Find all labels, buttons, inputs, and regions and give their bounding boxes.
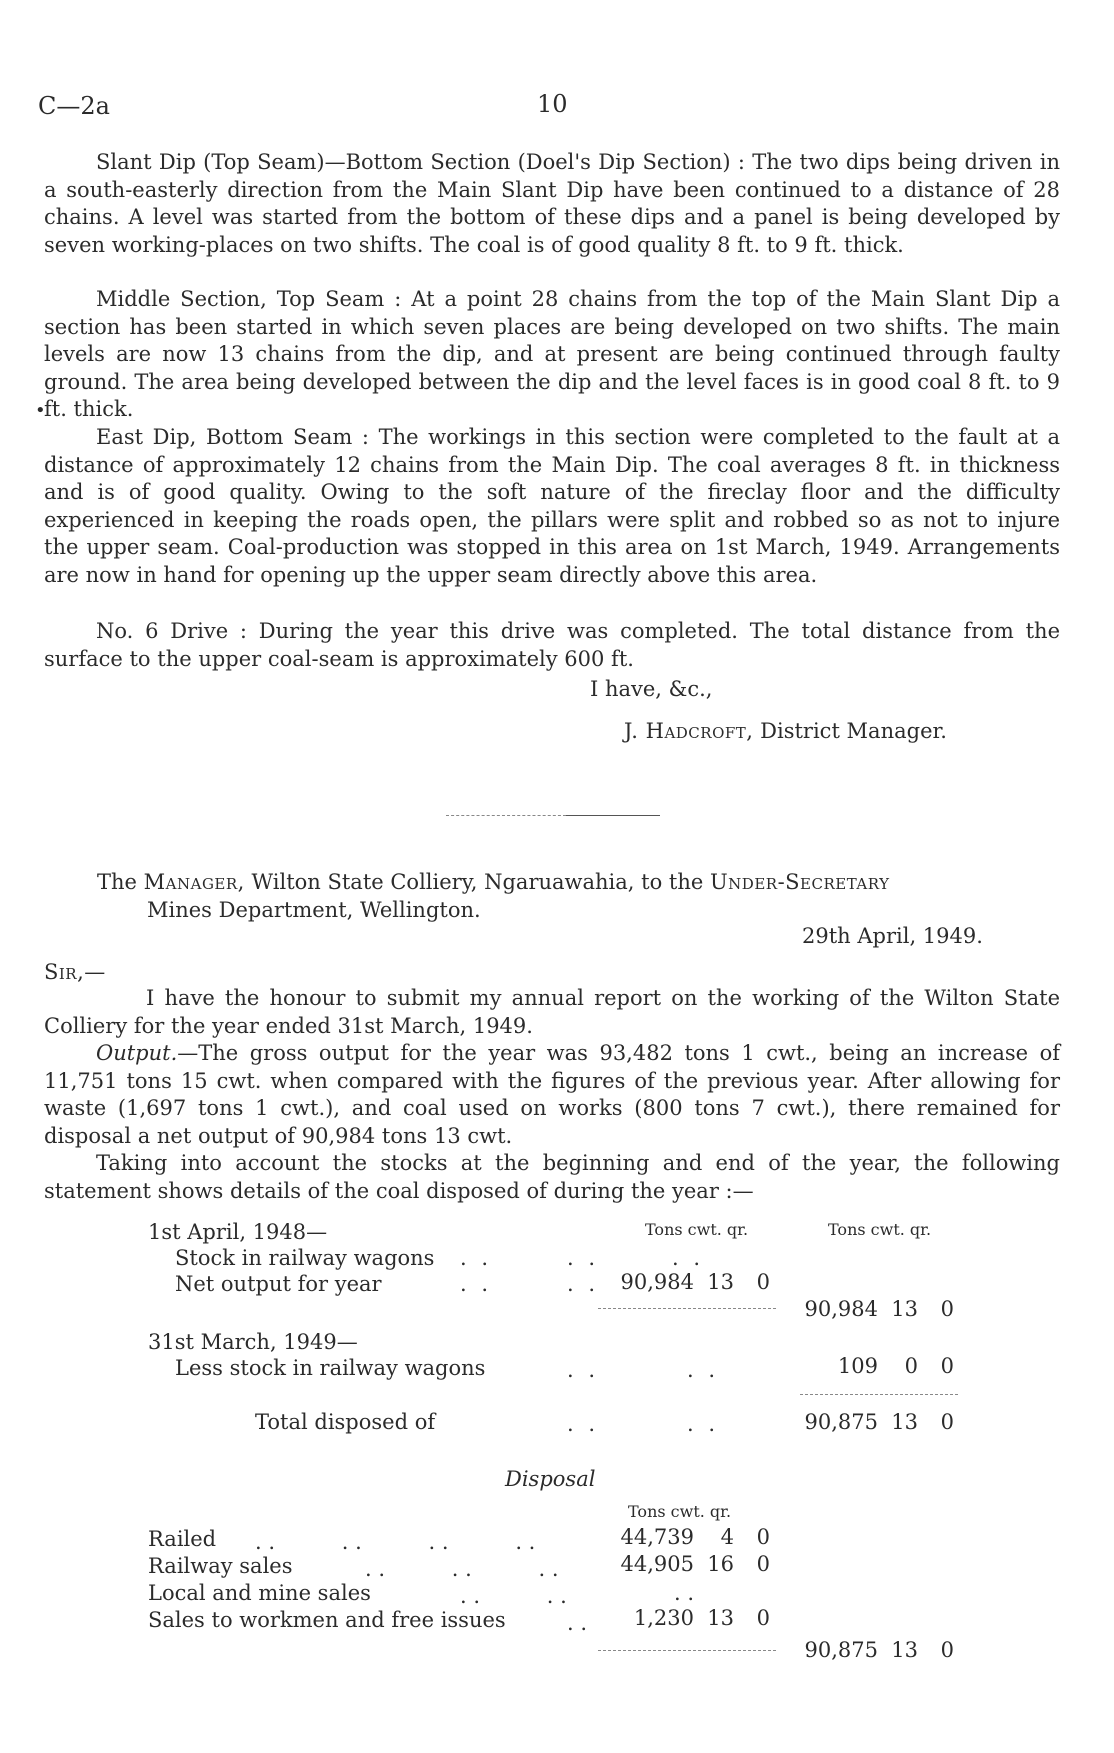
page-number: 10 [537,90,568,118]
paragraph-stocks: Taking into account the stocks at the beginning and end of the year, the following statement shows details of the coal disposed of during the year :— [44,1151,1060,1203]
disposal-row-tons: 1,230 [633,1606,694,1630]
less-stock-label: Less stock in railway wagons [175,1356,486,1380]
subtotal-tons: 90,984 [804,1297,878,1321]
disposal-row-label: Sales to workmen and free issues [148,1608,506,1632]
output-text: —The gross output for the year was 93,482 tons 1 cwt., being an increase of 11,751 tons 15 cwt. when compared with the figures of the previous year. After allowing for waste (1,697 tons 1 cwt.), and coal used on works (800 tons 7 cwt.), there remained for disposal a net output of 90,984 tons 13 cwt. [44,1041,1060,1148]
subtotal-rule-1 [598,1308,776,1309]
net-output-leader: . . [460,1272,493,1296]
paragraph-slant-dip: Slant Dip (Top Seam)—Bottom Section (Doel's Dip Section) : The two dips being driven in a south-easterly direction from the Main Slant Dip have been continued to a distance of 28 chains. A level was started from the bottom of these dips and a panel is being developed by seven working-places on two shifts. The coal is of good quality 8 ft. to 9 ft. thick. [44,150,1060,257]
subtotal-qr: 0 [940,1297,954,1321]
column-header-right: Tons cwt. qr. [828,1220,932,1239]
disposal-row-leader: . . . . [460,1584,567,1608]
less-stock-leader-2: . . [687,1358,720,1382]
net-output-tons: 90,984 [620,1270,694,1294]
paragraph-no6-drive: No. 6 Drive : During the year this drive was completed. The total distance from the surface to the upper coal-seam is approximately 600 ft. [44,619,1060,671]
disposal-row-label: Railway sales [148,1554,293,1578]
net-output-leader-2: . . [567,1272,600,1296]
disposal-row-tons: 44,739 [620,1525,694,1549]
paragraph-intro: I have the honour to submit my annual report on the working of the Wilton State Colliery for the year ended 31st March, 1949. [44,986,1060,1038]
disposal-row-label: Railed [148,1527,217,1551]
address-line-2: Mines Department, Wellington. [147,898,481,922]
less-stock-qr: 0 [940,1354,954,1378]
disposal-row-tons: . . [673,1581,694,1605]
disposal-row-qr: 0 [756,1525,770,1549]
output-label: Output. [96,1041,178,1065]
address-line-1 [97,870,889,894]
disposal-row-cwt: 4 [720,1525,734,1549]
disposal-column-header: Tons cwt. qr. [628,1502,732,1521]
less-stock-tons: 109 [837,1354,878,1378]
disposal-total-qr: 0 [940,1638,954,1662]
address-middle: Wilton State Colliery, Ngaruawahia, to the [251,870,704,894]
disposal-heading [505,1467,595,1491]
total-disposed-tons: 90,875 [804,1410,878,1434]
total-rule [800,1394,958,1395]
section-divider [566,815,660,816]
column-header-left: Tons cwt. qr. [645,1220,749,1239]
disposal-row-qr: 0 [756,1552,770,1576]
stock-wagons-value: . . [672,1246,705,1270]
signatory-title: District Manager. [760,719,947,743]
stock-wagons-leader: . . [460,1246,493,1270]
less-stock-cwt: 0 [904,1354,918,1378]
paragraph-east-dip: East Dip, Bottom Seam : The workings in this section were completed to the fault at a distance of approximately 12 chains from the Main Dip. The coal averages 8 ft. in thickness and is of good quality. Owing to the soft nature of the fireclay floor and the difficulty experienced in keeping the roads open, the pillars were split and robbed so as not to injure the upper seam. Coal-production was stopped in this area on 1st March, 1949. Arrangements are now in hand for opening up the upper seam directly above this area. [44,425,1060,587]
net-output-qr: 0 [756,1270,770,1294]
less-stock-leader: . . [567,1358,600,1382]
disposal-total-rule [598,1650,776,1651]
address-manager: Manager, [143,870,245,894]
total-disposed-leader: . . [567,1412,600,1436]
disposal-total-tons: 90,875 [804,1638,878,1662]
total-disposed-label: Total disposed of [255,1410,436,1434]
statement-date-1949: 31st March, 1949— [148,1330,358,1354]
disposal-row-leader: . . . . . . [365,1557,559,1581]
disposal-row-leader: . . [567,1611,588,1635]
document-reference: C—2a [38,92,110,120]
disposal-row-leader: . . . . . . . . [255,1530,536,1554]
section-divider-dashed [446,815,566,816]
margin-bullet: • [35,400,46,421]
salutation: Sir,— [44,960,106,984]
disposal-heading-text: Disposal [505,1467,596,1491]
stock-wagons-label: Stock in railway wagons [175,1246,435,1270]
total-disposed-leader-2: . . [687,1412,720,1436]
signatory-name: J. Hadcroft, [624,719,754,743]
disposal-total-cwt: 13 [891,1638,918,1662]
paragraph-middle-section: Middle Section, Top Seam : At a point 28 chains from the top of the Main Slant Dip a section has been started in which seven places are being developed on two shifts. The main levels are now 13 chains from the dip, and at present are being continued through faulty ground. The area being developed between the dip and the level faces is in good coal 8 ft. to 9 ft. thick. [44,287,1060,421]
closing-phrase: I have, &c., [590,677,713,701]
disposal-row-qr: 0 [756,1606,770,1630]
signatory [624,719,947,743]
total-disposed-qr: 0 [940,1410,954,1434]
net-output-cwt: 13 [707,1270,734,1294]
statement-date-1948: 1st April, 1948— [148,1220,328,1244]
address-under-secretary: Under-Secretary [709,870,890,894]
letter-date: 29th April, 1949. [802,924,983,948]
paragraph-output [44,1040,1060,1150]
total-disposed-cwt: 13 [891,1410,918,1434]
subtotal-cwt: 13 [891,1297,918,1321]
disposal-row-tons: 44,905 [620,1552,694,1576]
address-the: The [97,870,137,894]
disposal-row-cwt: 16 [707,1552,734,1576]
stock-wagons-leader-2: . . [567,1246,600,1270]
disposal-row-cwt: 13 [707,1606,734,1630]
net-output-label: Net output for year [175,1272,382,1296]
disposal-row-label: Local and mine sales [148,1581,371,1605]
